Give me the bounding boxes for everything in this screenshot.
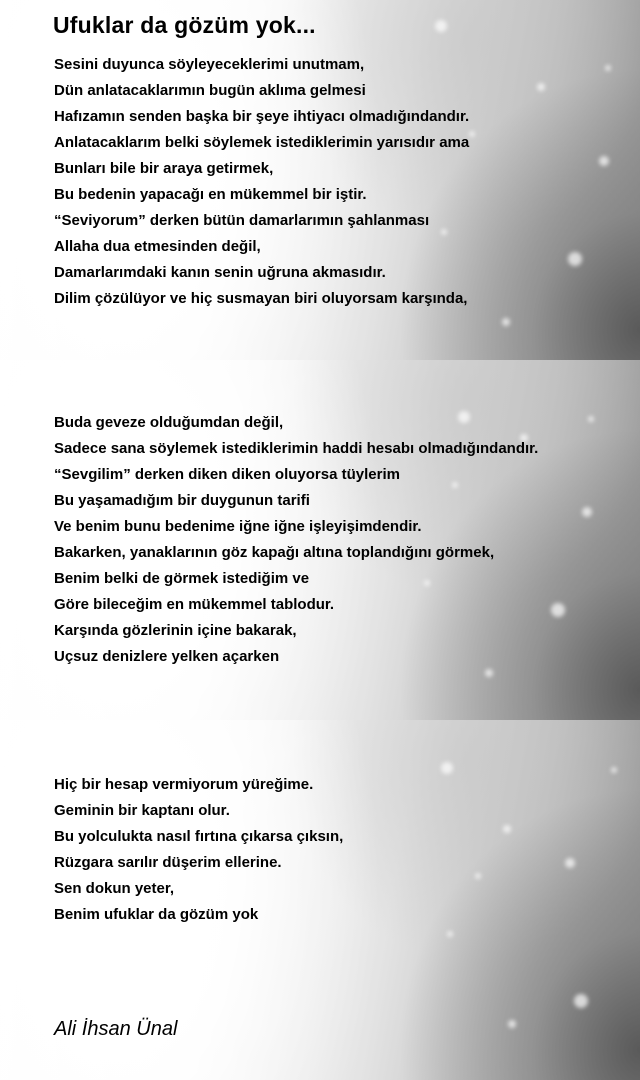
poem-title: Ufuklar da gözüm yok... — [53, 12, 316, 38]
poem-line: Bu bedenin yapacağı en mükemmel bir iştir. — [54, 186, 367, 203]
bokeh-sparkle — [611, 767, 617, 773]
poem-line: “Sevgilim” derken diken diken oluyorsa tüylerim — [54, 466, 400, 483]
poem-line: Allaha dua etmesinden değil, — [54, 238, 261, 255]
poem-line: Damarlarımdaki kanın senin uğruna akmasıdır. — [54, 264, 386, 281]
bokeh-sparkle — [503, 825, 511, 833]
poem-line: Buda geveze olduğumdan değil, — [54, 414, 284, 431]
stanza-2 — [54, 410, 538, 670]
stanza-3 — [54, 772, 343, 928]
bokeh-sparkle — [551, 603, 565, 617]
bokeh-sparkle — [588, 416, 594, 422]
bokeh-sparkle — [605, 65, 611, 71]
bokeh-sparkle — [475, 873, 481, 879]
poem-line: Bunları bile bir araya getirmek, — [54, 160, 274, 177]
poem-line: Rüzgara sarılır düşerim ellerine. — [54, 854, 282, 871]
bokeh-sparkle — [574, 994, 588, 1008]
bokeh-sparkle — [568, 252, 582, 266]
bokeh-sparkle — [441, 762, 453, 774]
poem-line: Hafızamın senden başka bir şeye ihtiyacı olmadığındandır. — [54, 108, 470, 125]
bokeh-sparkle — [485, 669, 493, 677]
bokeh-sparkle — [447, 931, 453, 937]
poem-line: Ve benim bunu bedenime iğne iğne işleyişimdendir. — [54, 518, 422, 535]
poem-line: Sen dokun yeter, — [54, 880, 175, 897]
poem-panel-3 — [0, 720, 640, 1080]
bokeh-sparkle — [502, 318, 510, 326]
bokeh-sparkle — [537, 83, 545, 91]
poem-line: “Seviyorum” derken bütün damarlarımın şahlanması — [54, 212, 430, 229]
poem-line: Sadece sana söylemek istediklerimin haddi hesabı olmadığındandır. — [54, 440, 539, 457]
poem-line: Bakarken, yanaklarının göz kapağı altına toplandığını görmek, — [54, 544, 495, 561]
bokeh-sparkle — [582, 507, 592, 517]
poem-line: Göre bileceğim en mükemmel tablodur. — [54, 596, 335, 613]
poem-line: Hiç bir hesap vermiyorum yüreğime. — [54, 776, 314, 793]
poem-line: Bu yaşamadığım bir duygunun tarifi — [54, 492, 310, 509]
bokeh-sparkle — [599, 156, 609, 166]
poem-line: Sesini duyunca söyleyeceklerimi unutmam, — [54, 56, 365, 73]
poem-line: Benim belki de görmek istediğim ve — [54, 570, 310, 587]
poem-line: Benim ufuklar da gözüm yok — [54, 906, 259, 923]
stanza-1 — [54, 52, 469, 312]
poem-panel-2 — [0, 360, 640, 720]
bokeh-sparkle — [565, 858, 575, 868]
poem-author: Ali İhsan Ünal — [54, 1018, 178, 1040]
poem-line: Dün anlatacaklarımın bugün aklıma gelmesi — [54, 82, 366, 99]
poem-line: Bu yolculukta nasıl fırtına çıkarsa çıksın, — [54, 828, 344, 845]
poem-panel-1 — [0, 0, 640, 360]
poem-line: Uçsuz denizlere yelken açarken — [54, 648, 280, 665]
poem-line: Anlatacaklarım belki söylemek istediklerimin yarısıdır ama — [54, 134, 470, 151]
poem-line: Dilim çözülüyor ve hiç susmayan biri oluyorsam karşında, — [54, 290, 468, 307]
bokeh-sparkle — [469, 131, 475, 137]
bokeh-sparkle — [435, 20, 447, 32]
poem-line: Karşında gözlerinin içine bakarak, — [54, 622, 297, 639]
poem-line: Geminin bir kaptanı olur. — [54, 802, 230, 819]
bokeh-sparkle — [508, 1020, 516, 1028]
